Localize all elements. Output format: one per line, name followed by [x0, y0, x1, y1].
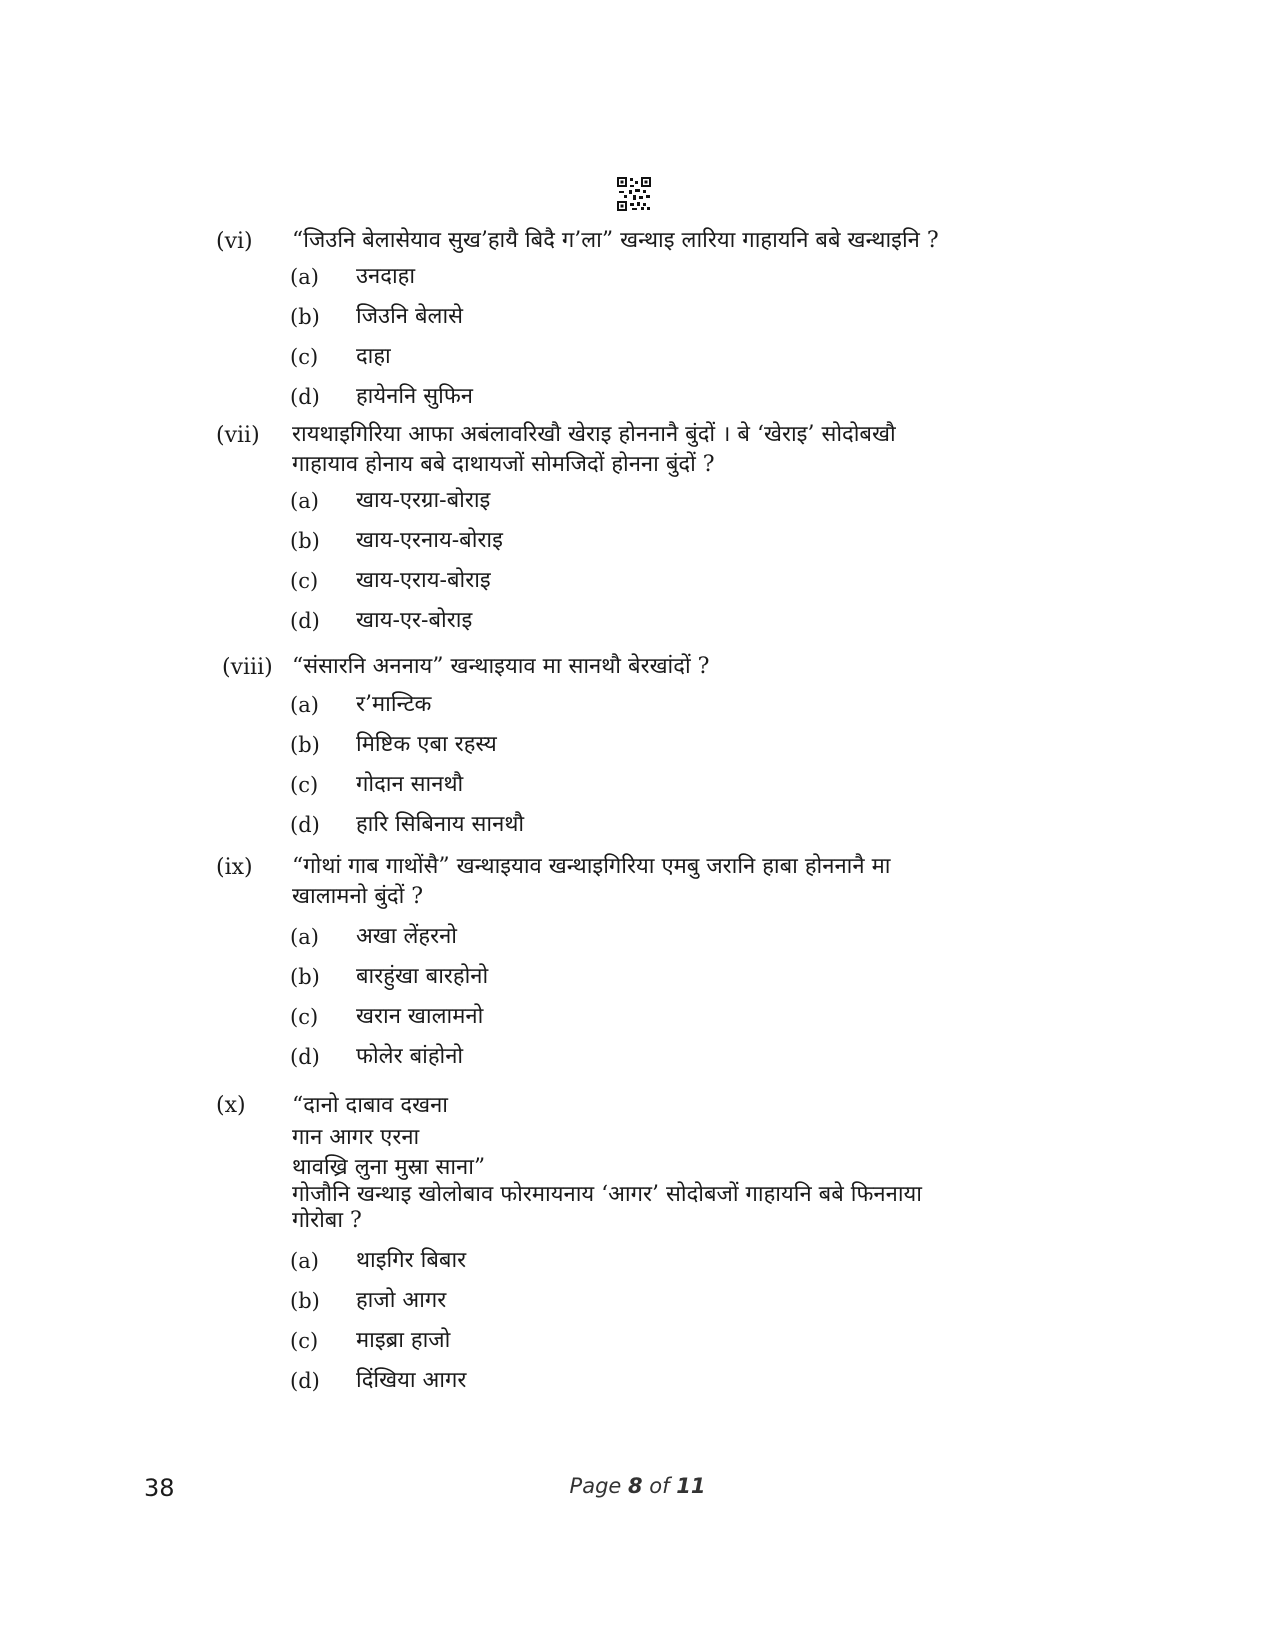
option-label: (a): [290, 265, 319, 289]
question-line: गाहायाव होनाय बबे दाथायजों सोमजिदों होनना बुंदों ?: [292, 452, 715, 477]
question-text: [292, 1090, 1072, 1234]
option-label: (a): [290, 925, 319, 949]
option-label: (a): [290, 1249, 319, 1273]
page-prefix: Page: [569, 1474, 628, 1498]
question-line: गोजौनि खन्थाइ खोलोबाव फोरमायनाय ‘आगर’ सोदोबजों गाहायनि बबे फिननाया: [292, 1182, 923, 1207]
question-text: [292, 420, 1072, 480]
option-text: दिंखिया आगर: [356, 1368, 467, 1393]
option-text: अखा लेंहरनो: [356, 924, 457, 949]
option-label: (d): [290, 1045, 320, 1069]
option: [0, 604, 1275, 638]
option-text: हाजो आगर: [356, 1288, 447, 1313]
question-number: (ix): [216, 855, 253, 880]
option-text: माइब्रा हाजो: [356, 1328, 451, 1353]
option-text: बारहुंखा बारहोनो: [356, 964, 489, 989]
option: [0, 484, 1275, 518]
option-label: (a): [290, 489, 319, 513]
option: [0, 1040, 1275, 1074]
option: [0, 960, 1275, 994]
option-text: खरान खालामनो: [356, 1004, 484, 1029]
option-text: उनदाहा: [356, 264, 416, 289]
question-line: गान आगर एरना: [292, 1125, 420, 1150]
qr-code-icon: [616, 176, 652, 212]
question-line: रायथाइगिरिया आफा अबंलावरिखौ खेराइ होननानै बुंदों । बे ‘खेराइ’ सोदोबखौ: [292, 422, 896, 447]
question-text: [292, 852, 1072, 912]
option-label: (b): [290, 529, 320, 553]
question-line: थावख्रि लुना मुस्रा साना”: [292, 1155, 486, 1180]
option-text: मिष्टिक एबा रहस्य: [356, 732, 497, 757]
option-label: (d): [290, 813, 320, 837]
option: [0, 1364, 1275, 1398]
option-text: र’मान्टिक: [356, 692, 432, 717]
option: [0, 380, 1275, 414]
option: [0, 340, 1275, 374]
question-number: (viii): [222, 655, 273, 680]
page-total: 11: [676, 1474, 706, 1498]
option-label: (c): [290, 773, 319, 797]
option-label: (b): [290, 1289, 320, 1313]
option-text: खाय-एरनाय-बोराइ: [356, 528, 503, 553]
option: [0, 1284, 1275, 1318]
page-of: of: [642, 1474, 677, 1498]
question-line: “जिउनि बेलासेयाव सुख’हायै बिदै ग’ला” खन्थाइ लारिया गाहायनि बबे खन्थाइनि ?: [292, 228, 939, 253]
question-line: गोरोबा ?: [292, 1208, 362, 1233]
question-line: “संसारनि अननाय” खन्थाइयाव मा सानथौ बेरखांदों ?: [292, 654, 710, 679]
option-label: (b): [290, 305, 320, 329]
option: [0, 564, 1275, 598]
option-label: (d): [290, 385, 320, 409]
option-label: (d): [290, 1369, 320, 1393]
option: [0, 1244, 1275, 1278]
option: [0, 768, 1275, 802]
option-label: (b): [290, 733, 320, 757]
option-text: थाइगिर बिबार: [356, 1248, 467, 1273]
page-number: [0, 1474, 1275, 1498]
option: [0, 808, 1275, 842]
question-number: (vii): [216, 423, 260, 448]
paper-code: 38: [144, 1474, 175, 1502]
question-text: [292, 226, 1072, 256]
page-current: 8: [628, 1474, 643, 1498]
question-number: (x): [216, 1093, 246, 1118]
option-label: (c): [290, 1329, 319, 1353]
option-text: हारि सिबिनाय सानथौ: [356, 812, 525, 837]
option: [0, 920, 1275, 954]
question-number: (vi): [216, 229, 253, 254]
option-text: जिउनि बेलासे: [356, 304, 464, 329]
option-text: हायेननि सुफिन: [356, 384, 473, 409]
option-text: फोलेर बांहोनो: [356, 1044, 464, 1069]
option-text: खाय-एराय-बोराइ: [356, 568, 491, 593]
option: [0, 1324, 1275, 1358]
option-label: (a): [290, 693, 319, 717]
question-line: “गोथां गाब गाथोंसै” खन्थाइयाव खन्थाइगिरिया एमबु जरानि हाबा होननानै मा: [292, 854, 891, 879]
question-text: [292, 652, 1072, 682]
option-label: (d): [290, 609, 320, 633]
option-label: (c): [290, 345, 319, 369]
option: [0, 1000, 1275, 1034]
option-label: (b): [290, 965, 320, 989]
question-line: खालामनो बुंदों ?: [292, 884, 424, 909]
question-line: “दानो दाबाव दखना: [292, 1093, 448, 1118]
option-text: खाय-एर-बोराइ: [356, 608, 473, 633]
option-text: दाहा: [356, 344, 391, 369]
option-label: (c): [290, 1005, 319, 1029]
option: [0, 688, 1275, 722]
option-text: खाय-एरग्रा-बोराइ: [356, 488, 491, 513]
option-text: गोदान सानथौ: [356, 772, 464, 797]
option: [0, 300, 1275, 334]
option-label: (c): [290, 569, 319, 593]
option: [0, 524, 1275, 558]
option: [0, 728, 1275, 762]
option: [0, 260, 1275, 294]
